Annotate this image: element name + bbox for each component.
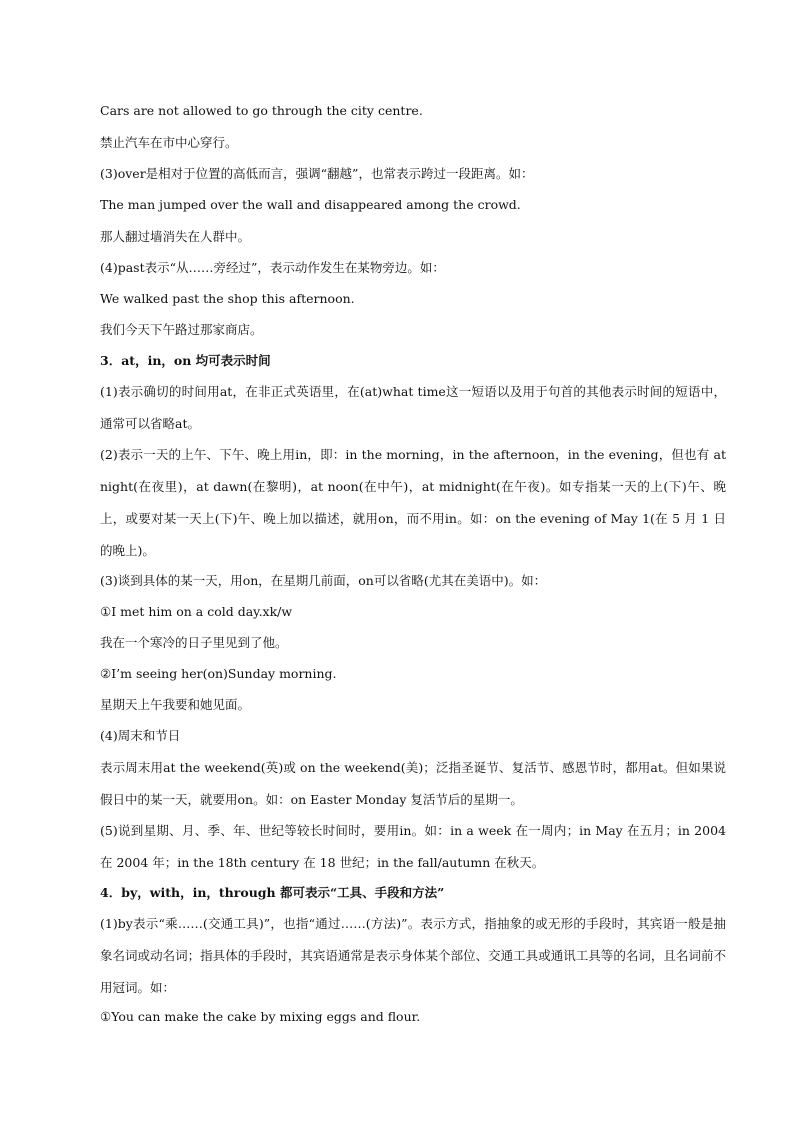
section-heading-4: 4．by，with，in，through 都可表示“工具、手段和方法” bbox=[100, 885, 445, 900]
example-sentence: ①You can make the cake by mixing eggs and flour. bbox=[100, 1009, 421, 1024]
rule-past: (4)past表示“从……旁经过”，表示动作发生在某物旁边。如： bbox=[100, 260, 445, 275]
translation: 我在一个寒冷的日子里见到了他。 bbox=[100, 635, 288, 650]
example-sentence: We walked past the shop this afternoon. bbox=[100, 291, 355, 306]
rule-over: (3)over是相对于位置的高低而言，强调“翻越”，也常表示跨过一段距离。如： bbox=[100, 166, 534, 181]
rule-in-on: (2)表示一天的上午、下午、晚上用in，即：in the morning，in the afternoon，in the evening，但也有 at night(在夜里)，at dawn(在黎明)，at noon(在中午)，at midnight(在午夜)。如专指某一天的上(下)午、晚上，或要对某一天上(下)午、晚上加以描述，就用on，而不用in。如：on the evening of May 1(在 5 月 1 日的晚上)。 bbox=[100, 447, 726, 558]
translation: 禁止汽车在市中心穿行。 bbox=[100, 135, 238, 150]
example-sentence: ①I met him on a cold day.xk/w bbox=[100, 604, 293, 619]
translation: 那人翻过墙消失在人群中。 bbox=[100, 229, 251, 244]
rule-on-day: (3)谈到具体的某一天，用on，在星期几前面，on可以省略(尤其在美语中)。如： bbox=[100, 573, 547, 588]
rule-by: (1)by表示“乘……(交通工具)”，也指“通过……(方法)”。表示方式，指抽象的或无形的手段时，其宾语一般是抽象名词或动名词；指具体的手段时，其宾语通常是表示身体某个部位、交通工具或通讯工具等的名词，且名词前不用冠词。如： bbox=[100, 916, 726, 995]
section-heading-3: 3．at，in，on 均可表示时间 bbox=[100, 353, 271, 368]
rule-long-time: (5)说到星期、月、季、年、世纪等较长时间时，要用in。如：in a week 在一周内；in May 在五月；in 2004 在 2004 年；in the 18th century 在 18 世纪；in the fall/autumn 在秋天。 bbox=[100, 823, 726, 870]
subheading-weekend: (4)周末和节日 bbox=[100, 728, 181, 743]
translation: 我们今天下午路过那家商店。 bbox=[100, 322, 263, 337]
example-sentence: The man jumped over the wall and disappeared among the crowd. bbox=[100, 197, 521, 212]
rule-at: (1)表示确切的时间用at，在非正式英语里，在(at)what time这一短语以及用于句首的其他表示时间的短语中，通常可以省略at。 bbox=[100, 384, 726, 431]
rule-weekend: 表示周末用at the weekend(英)或 on the weekend(美)；泛指圣诞节、复活节、感恩节时，都用at。但如果说假日中的某一天，就要用on。如：on Easter Monday 复活节后的星期一。 bbox=[100, 760, 726, 807]
example-sentence: ②I’m seeing her(on)Sunday morning. bbox=[100, 666, 337, 681]
example-sentence: Cars are not allowed to go through the city centre. bbox=[100, 103, 423, 118]
translation: 星期天上午我要和她见面。 bbox=[100, 697, 251, 712]
